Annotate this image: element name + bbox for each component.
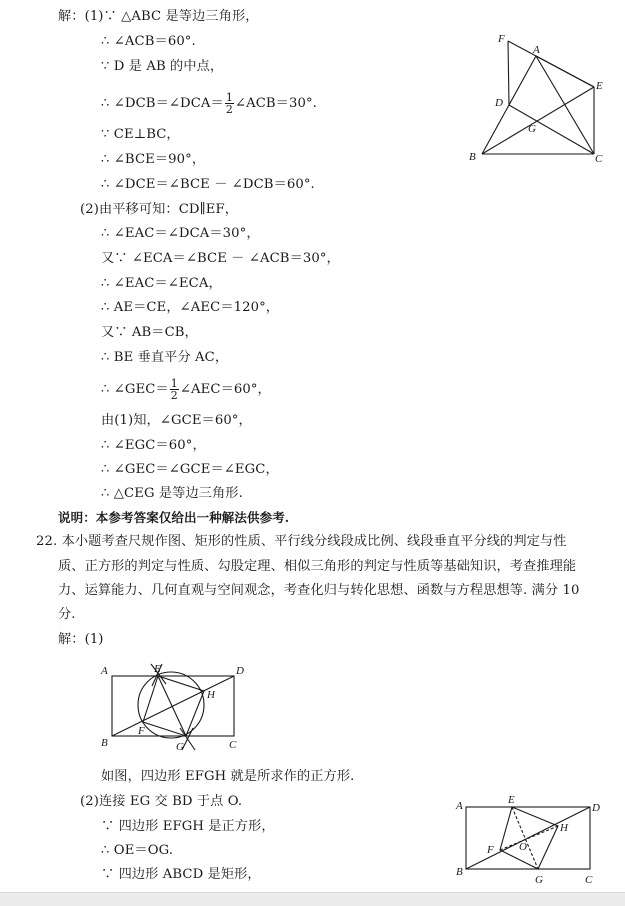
question-text: 力、运算能力、几何直观与空间观念，考查化归与转化思想、函数与方程思想等. 满分 10 [58, 583, 580, 598]
note-text: 说明：本参考答案仅给出一种解法供参考. [58, 510, 290, 525]
label-D: D [592, 802, 600, 814]
label-F: F [487, 844, 494, 856]
solution-line: ∴ △CEG 是等边三角形. [101, 486, 243, 501]
solution-line: ∴ ∠EAC＝∠ECA， [101, 276, 222, 291]
label-G: G [528, 123, 536, 135]
label-C: C [595, 153, 603, 165]
label-F: F [138, 725, 145, 737]
label-B: B [101, 737, 108, 749]
geometry-figure-construction [96, 658, 256, 758]
label-E: E [508, 794, 515, 806]
question-text: 22. 本小题考查尺规作图、矩形的性质、平行线分线段成比例、线段垂直平分线的判定与性 [36, 534, 567, 549]
solution-line: ∵ D 是 AB 的中点， [101, 59, 224, 74]
solution-line: (2)连接 EG 交 BD 于点 O. [80, 794, 243, 809]
label-E: E [596, 80, 603, 92]
geometry-figure-square-in-rectangle [452, 793, 612, 888]
question-text: 分. [58, 607, 76, 622]
label-H: H [207, 689, 215, 701]
solution-line: 由(1)知，∠GCE＝60°， [101, 413, 252, 428]
segment-AC [536, 56, 594, 154]
label-G: G [176, 741, 184, 753]
label-G: G [535, 874, 543, 886]
label-E: E [154, 663, 161, 675]
label-B: B [456, 866, 463, 878]
label-A: A [533, 44, 540, 56]
solution-line: ∵ 四边形 ABCD 是矩形， [101, 867, 261, 882]
solution-line: ∴ OE＝OG. [101, 843, 174, 858]
solution-line: 解：(1) [58, 632, 104, 647]
solution-line: ∴ AE＝CE，∠AEC＝120°， [101, 300, 280, 315]
label-C: C [229, 739, 237, 751]
geometry-figure-triangle [462, 28, 612, 168]
solution-line: ∵ CE⊥BC， [101, 127, 180, 142]
label-A: A [101, 665, 108, 677]
segment-EG [158, 676, 186, 736]
label-C: C [585, 874, 593, 886]
fraction-half: $\frac{1}{2}$ [170, 377, 178, 402]
solution-line: (2)由平移可知：CD∥EF， [80, 202, 239, 217]
label-A: A [456, 800, 463, 812]
label-H: H [560, 822, 568, 834]
diagonal-BD [112, 676, 234, 736]
fraction-half: $\frac{1}{2}$ [225, 91, 233, 116]
solution-line: 解：(1)∵ △ABC 是等边三角形， [58, 9, 259, 24]
label-D: D [495, 97, 503, 109]
question-text: 质、正方形的判定与性质、勾股定理、相似三角形的判定与性质等基础知识，考查推理能 [58, 559, 577, 574]
label-O: O [519, 841, 527, 853]
solution-line: ∴ BE 垂直平分 AC， [101, 350, 229, 365]
segment-FD [508, 41, 509, 105]
page-bottom-strip [0, 892, 625, 906]
solution-line: 又∵ ∠ECA＝∠BCE － ∠ACB＝30°， [101, 251, 340, 266]
solution-line: ∴ ∠EAC＝∠DCA＝30°， [101, 226, 260, 241]
solution-line: ∴ ∠BCE＝90°， [101, 152, 206, 167]
solution-line: ∴ ∠DCE＝∠BCE － ∠DCB＝60°. [101, 177, 315, 192]
label-F: F [498, 33, 505, 45]
solution-line: ∴ ∠EGC＝60°， [101, 438, 206, 453]
solution-line: 又∵ AB＝CB， [101, 325, 198, 340]
label-D: D [236, 665, 244, 677]
solution-line: ∵ 四边形 EFGH 是正方形， [101, 819, 275, 834]
label-B: B [469, 151, 476, 163]
solution-line: ∴ ∠ACB＝60°. [101, 34, 196, 49]
segment-FE [508, 41, 594, 87]
solution-line: ∴ ∠GEC＝∠GCE＝∠EGC， [101, 462, 279, 477]
solution-line-fraction: ∴ ∠DCB＝∠DCA＝ $\frac{1}{2}$ ∠ACB＝30°. [101, 91, 317, 116]
solution-line-fraction: ∴ ∠GEC＝ $\frac{1}{2}$ ∠AEC＝60°， [101, 377, 271, 402]
figure-caption: 如图，四边形 EFGH 就是所求作的正方形. [101, 769, 355, 784]
